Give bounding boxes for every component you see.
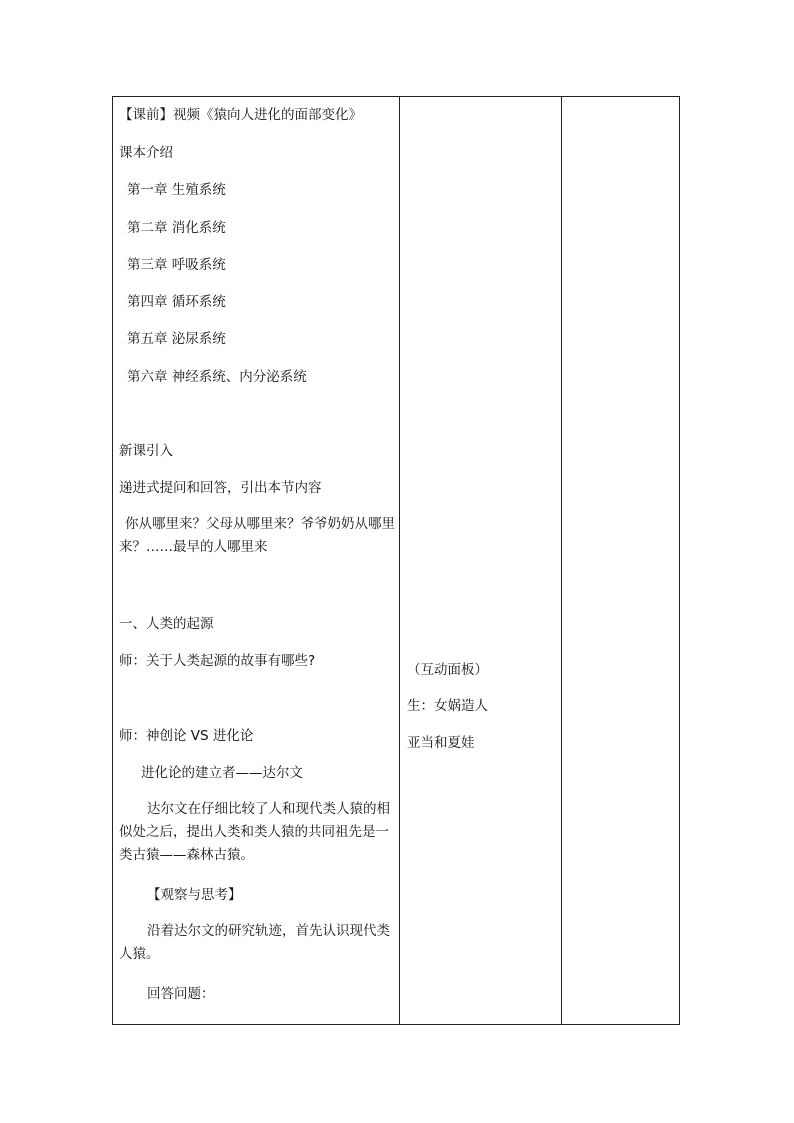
chapter-item: 第六章 神经系统、内分泌系统	[127, 369, 307, 385]
founder-line: 进化论的建立者——达尔文	[141, 765, 303, 781]
chapter-item: 第四章 循环系统	[127, 294, 226, 310]
intro-video-line: 【课前】视频《猿向人进化的面部变化》	[119, 107, 362, 123]
student-answer-adam-eve: 亚当和夏娃	[407, 735, 475, 751]
chapter-item: 第三章 呼吸系统	[127, 257, 226, 273]
follow-research-paragraph: 沿着达尔文的研究轨迹，首先认识现代类人猿。	[119, 923, 390, 962]
interactive-panel-label: （互动面板）	[407, 662, 488, 678]
new-lesson-label: 新课引入	[119, 443, 173, 459]
column-divider	[399, 97, 400, 1024]
darwin-paragraph: 达尔文在仔细比较了人和现代类人猿的相似处之后，提出人类和类人猿的共同祖先是一类古猿——森林古猿。	[119, 801, 390, 863]
answer-questions-line: 回答问题：	[147, 986, 215, 1002]
lesson-plan-table	[112, 96, 680, 1025]
chapter-item: 第五章 泌尿系统	[127, 331, 226, 347]
teacher-question: 师：关于人类起源的故事有哪些?	[119, 653, 316, 669]
column-divider	[561, 97, 562, 1024]
chapter-item: 第一章 生殖系统	[127, 182, 226, 198]
teacher-theories: 师：神创论 VS 进化论	[119, 728, 254, 744]
observe-think-title: 【观察与思考】	[147, 887, 242, 903]
book-intro-label: 课本介绍	[119, 145, 173, 161]
student-answer: 生：女娲造人	[407, 698, 488, 714]
question-paragraph: 你从哪里来？父母从哪里来？爷爷奶奶从哪里来？……最早的人哪里来	[119, 516, 395, 555]
chapter-item: 第二章 消化系统	[127, 220, 226, 236]
section-title: 一、人类的起源	[119, 616, 214, 632]
progressive-question-line: 递进式提问和回答，引出本节内容	[119, 480, 322, 496]
